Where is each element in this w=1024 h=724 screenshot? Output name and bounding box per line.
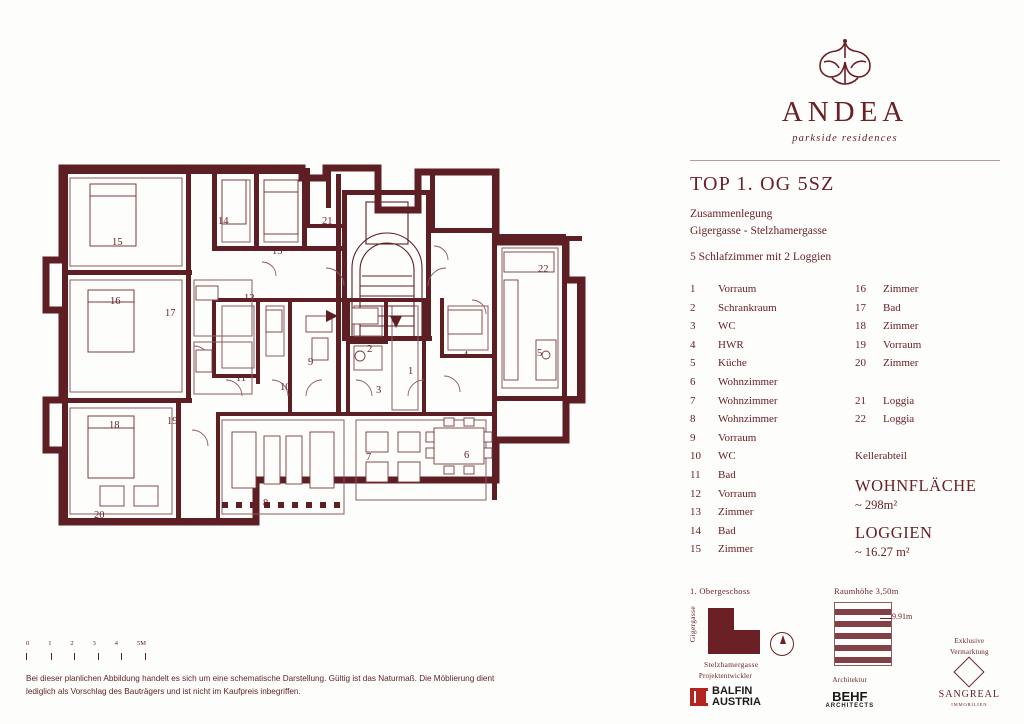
brand-name: ANDEA: [781, 96, 909, 128]
list-item: [690, 447, 855, 466]
footer-logos: [690, 636, 1000, 709]
list-item: [855, 354, 1000, 373]
room-legend-column-left: [690, 280, 855, 560]
room-number: 8: [690, 413, 696, 426]
plan-room-14: 14: [218, 216, 229, 227]
keyplan-notch: [734, 608, 760, 630]
plan-room-17: 17: [165, 308, 176, 319]
page-title: TOP 1. OG 5SZ: [690, 173, 835, 195]
plan-room-6: 6: [464, 450, 470, 461]
list-item: [690, 354, 855, 373]
list-item: [690, 317, 855, 336]
room-label: Vorraum: [718, 431, 757, 444]
room-label: Zimmer: [718, 506, 754, 519]
subtitle-line-2: Gigergasse - Stelzhamergasse: [690, 224, 827, 237]
list-item: [855, 299, 1000, 318]
developer-caption: Projektentwickler: [698, 672, 753, 681]
room-number: 9: [690, 431, 696, 444]
plan-room-13: 13: [272, 246, 283, 257]
room-label: Zimmer: [883, 357, 919, 370]
plan-room-22: 22: [538, 264, 549, 275]
room-number: 13: [690, 506, 701, 519]
legend-spacer: [855, 429, 1000, 448]
plan-room-19: 19: [167, 416, 178, 427]
plan-room-1: 1: [408, 366, 414, 377]
room-label: Zimmer: [883, 283, 919, 296]
room-number: 3: [690, 320, 696, 333]
marketing-caption-1: Exklusive: [954, 637, 985, 645]
loggien-value: ~ 16.27 m²: [855, 544, 910, 559]
room-label: Vorraum: [883, 338, 922, 351]
room-label: HWR: [718, 338, 744, 351]
wohnflaeche-value: ~ 298m²: [855, 497, 898, 512]
plan-room-21: 21: [322, 216, 333, 227]
floor-label: 1. Obergeschoss: [690, 585, 751, 596]
street-label-horizontal: Stelzhamergasse: [704, 659, 759, 669]
architect-name: BEHF: [832, 688, 868, 704]
room-number: 12: [690, 487, 701, 500]
plan-room-8: 8: [263, 498, 269, 509]
room-number: 1: [690, 283, 696, 296]
room-label: Schrankraum: [718, 301, 777, 314]
developer-name-2: AUSTRIA: [712, 696, 761, 709]
list-item: [690, 540, 855, 559]
room-legend: [690, 280, 1000, 560]
developer-logo: [690, 671, 761, 709]
list-item: [690, 336, 855, 355]
section-dimension: 9.91m: [892, 611, 913, 621]
room-label: Küche: [718, 357, 747, 370]
list-item: [855, 280, 1000, 299]
subtitle-line-3: 5 Schlafzimmer mit 2 Loggien: [690, 251, 832, 264]
list-item: [855, 410, 1000, 429]
room-label: Wohnzimmer: [718, 394, 778, 407]
room-number: 19: [855, 338, 866, 351]
room-number: 6: [690, 375, 696, 388]
scale-bar-line: [26, 653, 146, 660]
floorplan-drawing: [26, 150, 666, 580]
legend-spacer: [855, 373, 1000, 392]
list-item: [855, 392, 1000, 411]
room-number: 4: [690, 338, 696, 351]
room-label: Vorraum: [718, 283, 757, 296]
list-item: [690, 299, 855, 318]
room-label: WC: [718, 320, 736, 333]
room-label: Zimmer: [883, 320, 919, 333]
architect-sub: ARCHITECTS: [825, 702, 875, 709]
room-number: 7: [690, 394, 696, 407]
list-item: [690, 392, 855, 411]
room-label: Bad: [718, 524, 736, 537]
kellerabteil-label: Kellerabteil: [855, 450, 907, 463]
sangreal-diamond-icon: [954, 656, 985, 687]
scale-tick: 5M: [136, 640, 146, 647]
room-label: Vorraum: [718, 487, 757, 500]
plan-room-18: 18: [109, 420, 120, 431]
marketing-caption-2: Vermarktung: [949, 647, 989, 656]
street-label-vertical: Gigergasse: [688, 605, 697, 643]
wohnflaeche-title: WOHNFLÄCHE: [855, 475, 977, 495]
room-height-label: Raumhöhe 3,50m: [834, 585, 899, 596]
list-item: [690, 410, 855, 429]
room-number: 21: [855, 394, 866, 407]
room-number: 11: [690, 468, 701, 481]
marketing-name: SANGREAL: [938, 689, 1000, 700]
plan-room-15: 15: [112, 237, 123, 248]
room-number: 18: [855, 320, 866, 333]
marketing-logo: [939, 636, 1000, 709]
list-item: [855, 317, 1000, 336]
subtitle-line-1: Zusammenlegung: [690, 208, 773, 220]
room-number: 10: [690, 450, 701, 463]
developer-name-1: BALFIN: [712, 684, 753, 697]
list-item: [690, 466, 855, 485]
room-number: 20: [855, 357, 866, 370]
room-label: Bad: [718, 468, 736, 481]
plan-room-3: 3: [376, 385, 382, 396]
plan-room-9: 9: [308, 357, 314, 368]
plan-room-10: 10: [280, 382, 291, 393]
floorplan-svg: [26, 150, 666, 580]
list-item: [690, 280, 855, 299]
plan-room-2: 2: [367, 344, 373, 355]
plan-room-16: 16: [110, 296, 121, 307]
divider: [690, 160, 1000, 161]
plan-room-11: 11: [236, 373, 247, 384]
room-label: Bad: [883, 301, 901, 314]
scale-tick: 1: [48, 640, 52, 647]
room-label: Wohnzimmer: [718, 375, 778, 388]
scale-tick: 0: [26, 640, 30, 647]
scale-tick: 4: [114, 640, 118, 647]
plan-room-5: 5: [537, 348, 543, 359]
scale-tick: 3: [92, 640, 96, 647]
room-number: 16: [855, 283, 866, 296]
list-item: [855, 336, 1000, 355]
list-item: [690, 485, 855, 504]
list-item: [690, 373, 855, 392]
info-panel: [690, 24, 1000, 700]
list-item: [690, 522, 855, 541]
room-label: Wohnzimmer: [718, 413, 778, 426]
plan-room-4: 4: [463, 350, 469, 361]
crown-ornament-icon: [802, 38, 888, 90]
list-item: [690, 503, 855, 522]
list-item: [690, 429, 855, 448]
scale-tick: 2: [70, 640, 74, 647]
room-number: 14: [690, 524, 701, 537]
room-label: Zimmer: [718, 543, 754, 556]
disclaimer-text: Bei dieser planlichen Abbildung handelt es sich um eine schematische Darstellung. Gültig ist das Naturmaß. Die Möblierung dient lediglich als Vorschlag des Bauträgers und ist nicht im Kaufpreis inbegriffen.: [26, 674, 495, 697]
room-number: 2: [690, 301, 696, 314]
room-legend-column-right: [855, 280, 1000, 560]
room-number: 22: [855, 413, 866, 426]
architect-caption: Architektur: [832, 676, 867, 685]
room-label: WC: [718, 450, 736, 463]
marketing-sub: IMMOBILIEN: [951, 702, 988, 707]
room-number: 17: [855, 301, 866, 314]
balfin-mark-icon: [690, 688, 708, 706]
scale-bar: [26, 640, 146, 660]
architect-logo: [825, 675, 874, 709]
room-number: 15: [690, 543, 701, 556]
plan-room-7: 7: [366, 452, 372, 463]
room-label: Loggia: [883, 394, 915, 407]
plan-room-20: 20: [94, 510, 105, 521]
plan-room-12: 12: [244, 293, 255, 304]
brand-tagline: parkside residences: [792, 133, 898, 144]
room-label: Loggia: [883, 413, 915, 426]
loggien-title: LOGGIEN: [855, 522, 933, 542]
room-number: 5: [690, 357, 696, 370]
brand-logo: [690, 38, 1000, 144]
